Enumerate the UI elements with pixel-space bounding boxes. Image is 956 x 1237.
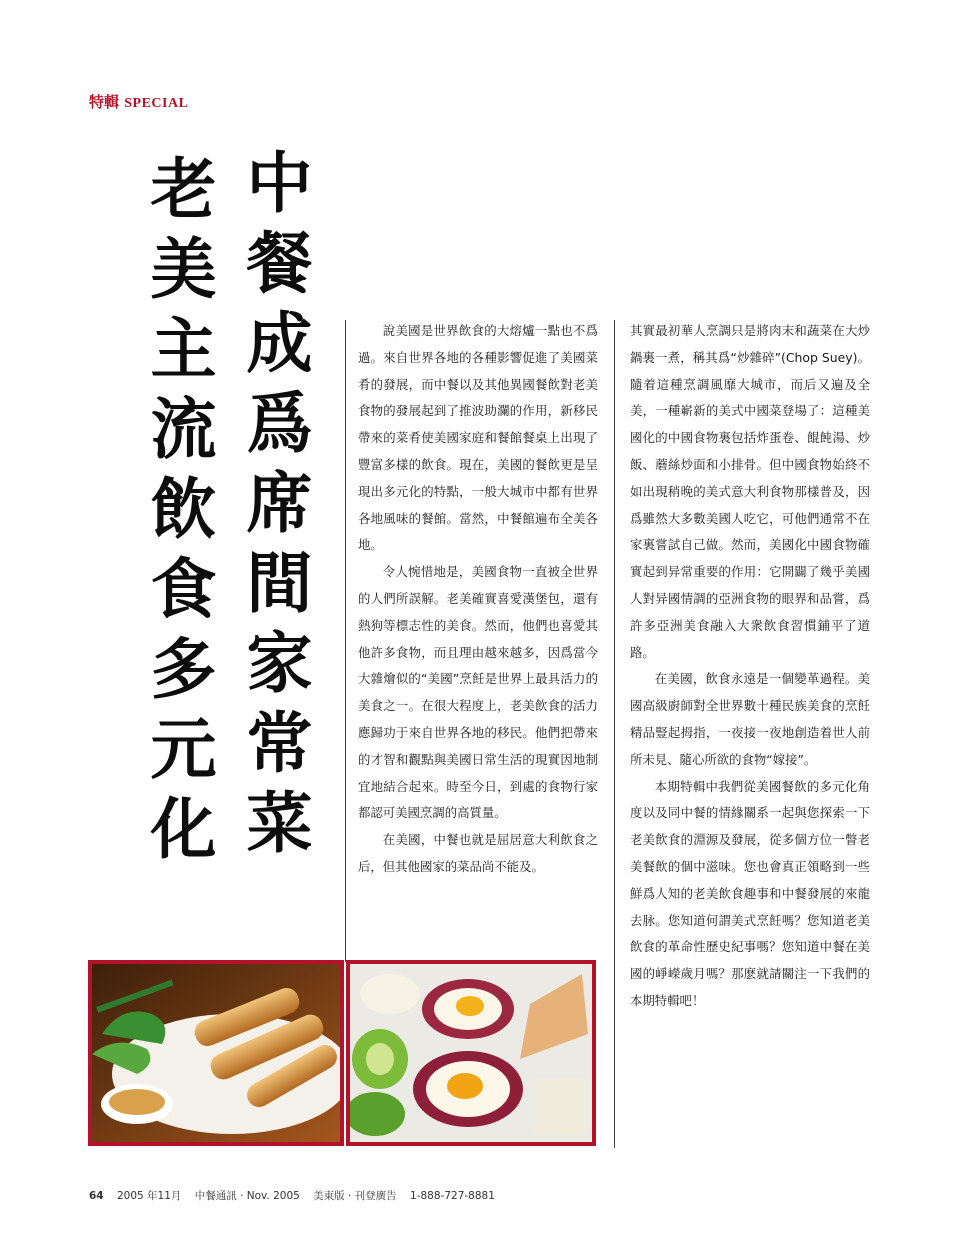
title-line-1: 中餐成爲席間家常菜: [235, 148, 313, 868]
paragraph: 在美國，飲食永遠是一個變革過程。美國高級廚師對全世界數十種民族美食的烹飪精品豎起拇指，一夜接一夜地創造着世人前所未見、隨心所欲的食物“嫁接”。: [630, 671, 870, 767]
column-divider-right: [614, 320, 615, 1148]
column-divider-left: [345, 320, 346, 962]
paragraph: 令人惋惜地是，美國食物一直被全世界的人們所誤解。老美確實喜愛漢堡包，還有熱狗等標志性的美食。然而，他們也喜愛其他許多食物，而且理由越來越多，因爲當今大雜燴似的“美國”烹飪是世界上最具活力的美食之一。在很大程度上，老美飲食的活力應歸功于來自世界各地的移民。他們把帶來的才智和觀點與美國日常生活的現實因地制宜地結合起來。時至今日，到處的食物行家都認可美國烹調的高質量。: [358, 564, 598, 821]
page-number: 64: [89, 1190, 104, 1202]
issue-date: 2005 年11月: [116, 1190, 182, 1202]
phone-number: 1-888-727-8881: [410, 1190, 495, 1202]
paragraph: 說美國是世界飲食的大熔爐一點也不爲過。來自世界各地的各種影響促進了美國菜肴的發展，而中餐以及其他異國餐飲對老美食物的發展起到了推波助瀾的作用，新移民帶來的菜肴使美國家庭和餐館餐桌上出現了豐富多樣的飲食。現在，美國的餐飲更是呈現出多元化的特點，一般大城市中都有世界各地風味的餐館。當然，中餐館遍布全美各地。: [358, 323, 598, 553]
article-column-1: [358, 318, 598, 881]
article-column-2: [630, 318, 870, 1015]
spring-rolls-photo: [88, 960, 344, 1146]
section-tag: [89, 91, 188, 112]
paragraph: 在美國，中餐也就是屈居意大利飲食之后，但其他國家的菜品尚不能及。: [358, 832, 598, 874]
section-tag-en: SPECIAL: [124, 96, 189, 111]
page-footer: [89, 1188, 505, 1203]
title-line-2: 老美主流飲食多元化: [139, 154, 217, 874]
paragraph: 其實最初華人烹調只是將肉末和蔬菜在大炒鍋裏一煮，稱其爲“炒雜碎”(Chop Suey)。隨着這種烹調風靡大城市，而后又遍及全美，一種嶄新的美式中國菜登場了：這種美國化的中國食物裏包括炸蛋卷、餛飩湯、炒飯、蘑絲炒面和小排骨。但中國食物始終不如出現稍晚的美式意大利食物那樣普及，因爲雖然大多數美國人吃它，可他們通常不在家裏嘗試自己做。然而，美國化中國食物確實起到异常重要的作用：它開闢了幾乎美國人對异國情調的亞洲食物的眼界和品嘗，爲許多亞洲美食融入大衆飲食習慣鋪平了道路。: [630, 323, 870, 660]
edition-label: 美東版 · 刊登廣告: [313, 1190, 397, 1202]
section-tag-zh: 特輯: [89, 93, 120, 111]
breakfast-photo: [346, 960, 596, 1146]
magazine-name: 中餐通訊 · Nov. 2005: [194, 1190, 300, 1202]
paragraph: 本期特輯中我們從美國餐飲的多元化角度以及同中餐的情緣關系一起與您探索一下老美飲食的淵源及發展，從多個方位一瞥老美餐飲的個中滋味。您也會真正領略到一些鮮爲人知的老美飲食趣事和中餐發展的來龍去脉。您知道何謂美式烹飪嗎？您知道老美飲食的革命性歷史紀事嗎？您知道中餐在美國的崢嶸歲月嗎？那麽就請關注一下我們的本期特輯吧！: [630, 778, 870, 1008]
